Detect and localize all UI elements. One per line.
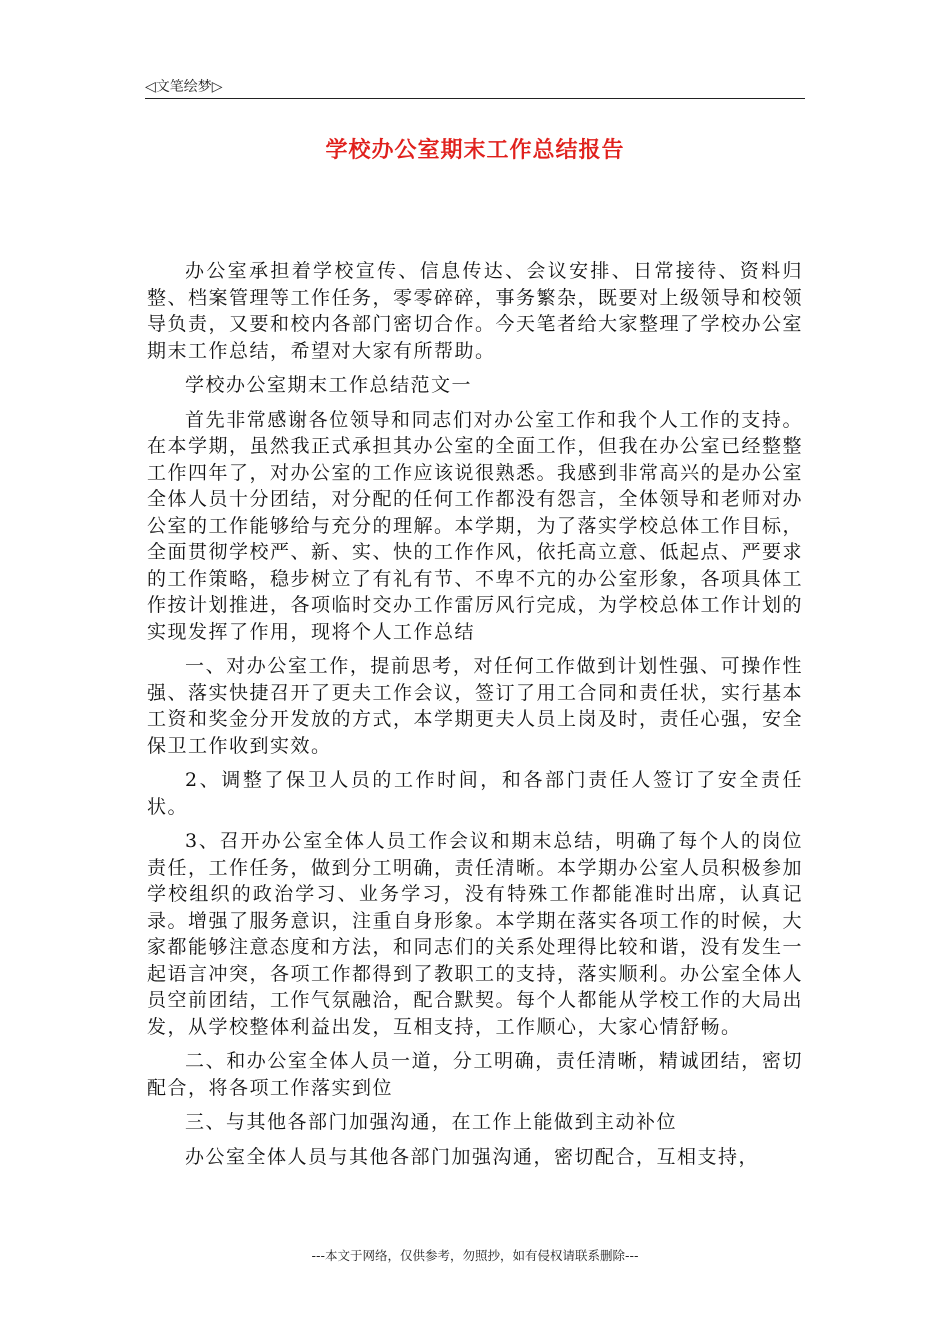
paragraph-item-2: 2、调整了保卫人员的工作时间，和各部门责任人签订了安全责任状。	[147, 769, 803, 818]
page-header	[145, 74, 805, 99]
paragraph-item-3: 3、召开办公室全体人员工作会议和期末总结，明确了每个人的岗位责任，工作任务，做到分工明确，责任清晰。本学期办公室人员积极参加学校组织的政治学习、业务学习，没有特殊工作都能准时出席，认真记录。增强了服务意识，注重自身形象。本学期在落实各项工作的时候，大家都能够注意态度和方法，和同志们的关系处理得比较和谐，没有发生一起语言冲突，各项工作都得到了教职工的支持，落实顺利。办公室全体人员空前团结，工作气氛融洽，配合默契。每个人都能从学校工作的大局出发，从学校整体利益出发，互相支持，工作顺心，大家心情舒畅。	[147, 830, 804, 1038]
paragraph-thanks: 首先非常感谢各位领导和同志们对办公室工作和我个人工作的支持。在本学期，虽然我正式承担其办公室的全面工作，但我在办公室已经整整工作四年了，对办公室的工作应该说很熟悉。我感到非常高兴的是办公室全体人员十分团结，对分配的任何工作都没有怨言，全体领导和老师对办公室的工作能够给与充分的理解。本学期，为了落实学校总体工作目标，全面贯彻学校严、新、实、快的工作作风，依托高立意、低起点、严要求的工作策略，稳步树立了有礼有节、不卑不亢的办公室形象，各项具体工作按计划推进，各项临时交办工作雷厉风行完成，为学校总体工作计划的实现发挥了作用，现将个人工作总结	[147, 408, 804, 643]
paragraph-section-2: 二、和办公室全体人员一道，分工明确，责任清晰，精诚团结，密切配合，将各项工作落实到位	[147, 1050, 803, 1099]
paragraph-item-1: 一、对办公室工作，提前思考，对任何工作做到计划性强、可操作性强、落实快捷召开了更夫工作会议，签订了用工合同和责任状，实行基本工资和奖金分开发放的方式，本学期更夫人员上岗及时，责任心强，安全保卫工作收到实效。	[147, 655, 804, 757]
paragraph-section-3: 三、与其他各部门加强沟通，在工作上能做到主动补位	[185, 1111, 678, 1133]
page-footer-disclaimer: ---本文于网络，仅供参考，勿照抄，如有侵权请联系删除---	[311, 1248, 639, 1263]
paragraph-intro: 办公室承担着学校宣传、信息传达、会议安排、日常接待、资料归整、档案管理等工作任务，零零碎碎，事务繁杂，既要对上级领导和校领导负责，又要和校内各部门密切合作。今天笔者给大家整理了学校办公室期末工作总结，希望对大家有所帮助。	[147, 260, 804, 362]
header-label: ◁文笔绘梦▷	[145, 79, 223, 95]
paragraph-subheading: 学校办公室期末工作总结范文一	[185, 374, 473, 396]
document-title: 学校办公室期末工作总结报告	[325, 138, 625, 163]
document-body	[147, 258, 803, 1178]
paragraph-communication: 办公室全体人员与其他各部门加强沟通，密切配合，互相支持，	[185, 1145, 760, 1168]
